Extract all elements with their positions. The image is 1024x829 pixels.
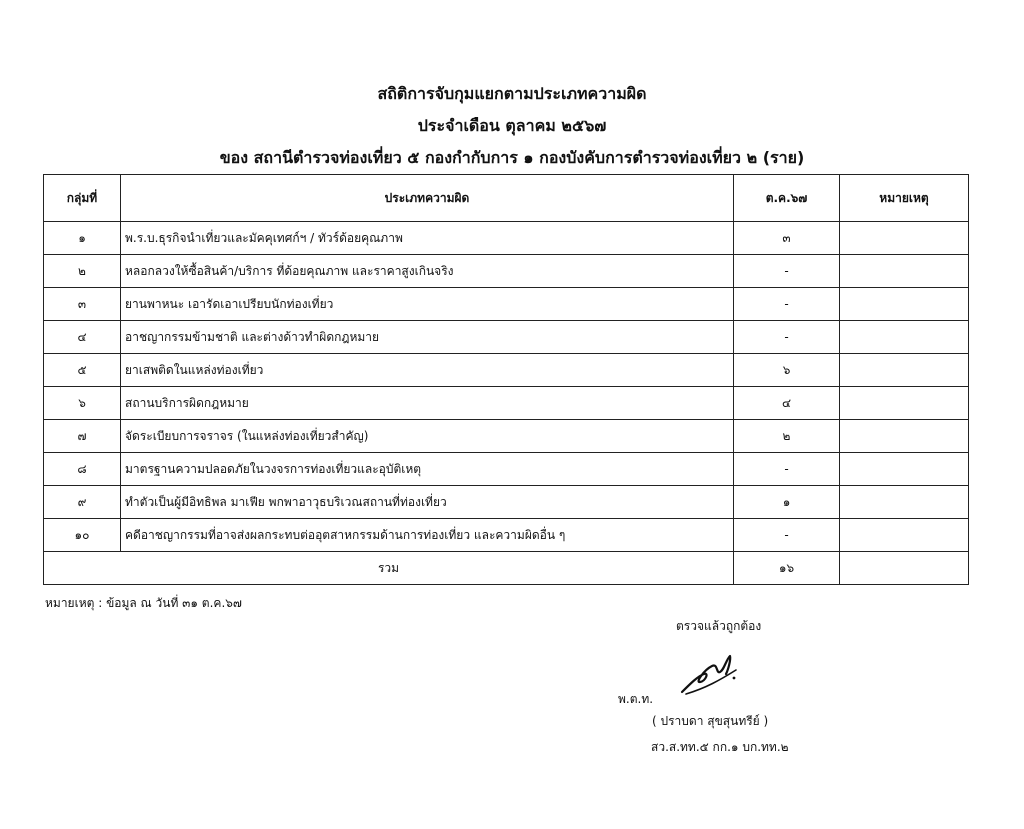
group-number: ๑๐: [44, 519, 121, 552]
offense-type: อาชญากรรมข้ามชาติ และต่างด้าวทำผิดกฎหมาย: [121, 321, 734, 354]
header-offense-type: ประเภทความผิด: [121, 175, 734, 222]
table-row: [44, 486, 969, 519]
group-number: ๗: [44, 420, 121, 453]
remark-cell: [840, 288, 969, 321]
offense-type: หลอกลวงให้ซื้อสินค้า/บริการ ที่ด้อยคุณภาพ และราคาสูงเกินจริง: [121, 255, 734, 288]
officer-name: ( ปราบดา สุขสุนทรีย์ ): [652, 714, 769, 728]
arrest-count: ๒: [734, 420, 840, 453]
total-count: ๑๖: [734, 552, 840, 585]
offense-type: ทำตัวเป็นผู้มีอิทธิพล มาเฟีย พกพาอาวุธบริเวณสถานที่ท่องเที่ยว: [121, 486, 734, 519]
remark-cell: [840, 420, 969, 453]
arrest-count: ๓: [734, 222, 840, 255]
arrest-count: -: [734, 453, 840, 486]
header-oct-67: ต.ค.๖๗: [734, 175, 840, 222]
group-number: ๔: [44, 321, 121, 354]
arrest-statistics-table: [43, 174, 969, 585]
table-row: [44, 420, 969, 453]
total-remark: [840, 552, 969, 585]
remark-cell: [840, 387, 969, 420]
group-number: ๙: [44, 486, 121, 519]
officer-rank: พ.ต.ท.: [618, 692, 654, 706]
table-row: [44, 453, 969, 486]
table-row: [44, 387, 969, 420]
arrest-count: -: [734, 288, 840, 321]
arrest-count: -: [734, 255, 840, 288]
report-period: ประจำเดือน ตุลาคม ๒๕๖๗: [417, 116, 607, 135]
report-title: สถิติการจับกุมแยกตามประเภทความผิด: [377, 84, 647, 103]
offense-type: จัดระเบียบการจราจร (ในแหล่งท่องเที่ยวสำคัญ): [121, 420, 734, 453]
handwritten-signature: [676, 648, 746, 698]
offense-type: มาตรฐานความปลอดภัยในวงจรการท่องเที่ยวและอุบัติเหตุ: [121, 453, 734, 486]
offense-type: ยานพาหนะ เอารัดเอาเปรียบนักท่องเที่ยว: [121, 288, 734, 321]
group-number: ๖: [44, 387, 121, 420]
table-row: [44, 354, 969, 387]
remark-cell: [840, 354, 969, 387]
table-row: [44, 519, 969, 552]
offense-type: คดีอาชญากรรมที่อาจส่งผลกระทบต่ออุตสาหกรรมด้านการท่องเที่ยว และความผิดอื่น ๆ: [121, 519, 734, 552]
table-row: [44, 288, 969, 321]
group-number: ๘: [44, 453, 121, 486]
verified-label: ตรวจแล้วถูกต้อง: [676, 619, 762, 633]
arrest-count: ๔: [734, 387, 840, 420]
group-number: ๑: [44, 222, 121, 255]
offense-type: พ.ร.บ.ธุรกิจนำเที่ยวและมัคคุเทศก์ฯ / ทัวร์ด้อยคุณภาพ: [121, 222, 734, 255]
header-remark: หมายเหตุ: [840, 175, 969, 222]
total-row: [44, 552, 969, 585]
arrest-count: ๑: [734, 486, 840, 519]
table-row: [44, 222, 969, 255]
report-unit: ของ สถานีตำรวจท่องเที่ยว ๕ กองกำกับการ ๑ กองบังคับการตำรวจท่องเที่ยว ๒ (ราย): [219, 148, 805, 167]
arrest-count: ๖: [734, 354, 840, 387]
remark-cell: [840, 519, 969, 552]
group-number: ๓: [44, 288, 121, 321]
table-header-row: [44, 175, 969, 222]
group-number: ๕: [44, 354, 121, 387]
offense-type: สถานบริการผิดกฎหมาย: [121, 387, 734, 420]
remark-cell: [840, 222, 969, 255]
offense-type: ยาเสพติดในแหล่งท่องเที่ยว: [121, 354, 734, 387]
header-group: กลุ่มที่: [44, 175, 121, 222]
group-number: ๒: [44, 255, 121, 288]
remark-cell: [840, 255, 969, 288]
remark-cell: [840, 321, 969, 354]
table-row: [44, 321, 969, 354]
remark-cell: [840, 453, 969, 486]
data-as-of-note: หมายเหตุ : ข้อมูล ณ วันที่ ๓๑ ต.ค.๖๗: [45, 596, 242, 610]
table-row: [44, 255, 969, 288]
total-label: รวม: [44, 552, 734, 585]
arrest-count: -: [734, 321, 840, 354]
arrest-count: -: [734, 519, 840, 552]
remark-cell: [840, 486, 969, 519]
officer-position: สว.ส.ทท.๕ กก.๑ บก.ทท.๒: [651, 740, 789, 754]
